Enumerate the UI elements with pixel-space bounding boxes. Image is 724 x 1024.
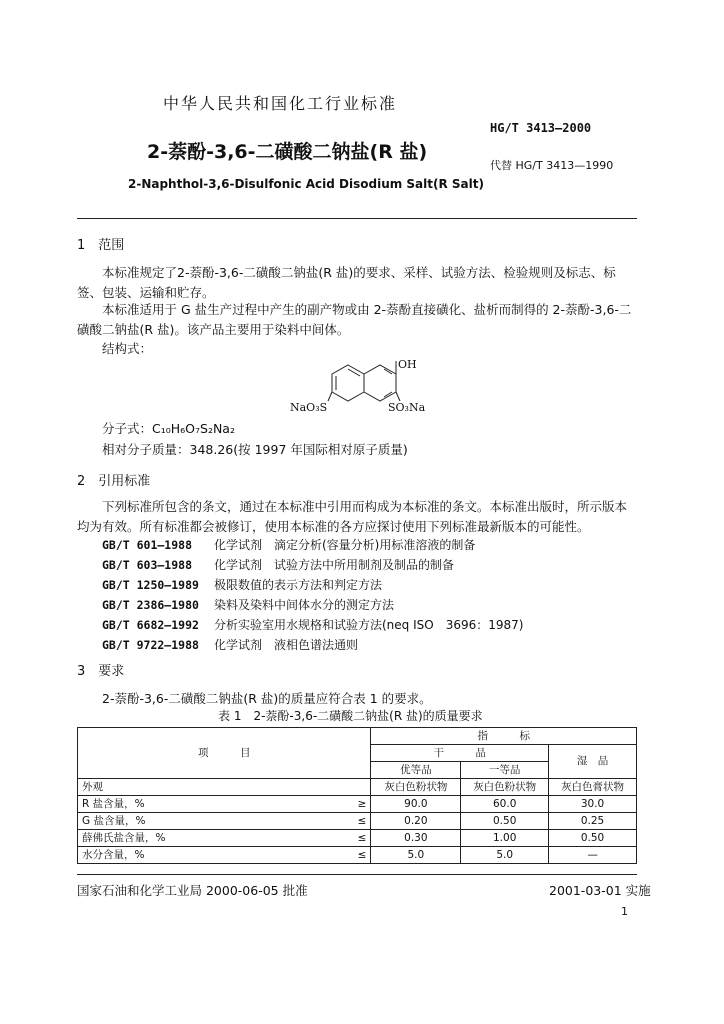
requirements-table — [77, 727, 637, 864]
row-item: R 盐含量，% ≥ — [78, 796, 371, 813]
molecular-formula: 分子式：C₁₀H₆O₇S₂Na₂ — [102, 421, 235, 436]
oh-label: OH — [398, 358, 417, 371]
cell-premium: 灰白色粉状物 — [371, 779, 461, 796]
header-dry: 干 品 — [371, 745, 549, 762]
agency-title: 中华人民共和国化工行业标准 — [163, 94, 398, 113]
document-title-en: 2-Naphthol-3,6-Disulfonic Acid Disodium Salt(R Salt) — [128, 177, 484, 191]
cell-premium: 5.0 — [371, 847, 461, 864]
ref-code: GB/T 6682—1992 — [102, 618, 199, 632]
row-item: 水分含量，% ≤ — [78, 847, 371, 864]
ref-title: 化学试剂 液相色谱法通则 — [214, 638, 359, 652]
ref-standard-row — [102, 616, 523, 633]
header-divider — [77, 218, 637, 219]
molecular-weight: 相对分子质量：348.26(按 1997 年国际相对原子质量) — [102, 442, 408, 457]
cell-premium: 90.0 — [371, 796, 461, 813]
table-caption: 表 1 2-萘酚-3,6-二磺酸二钠盐(R 盐)的质量要求 — [218, 709, 483, 723]
ring-right — [364, 365, 396, 401]
ref-standard-row — [102, 596, 394, 613]
naso3s-label: NaO₃S — [290, 401, 328, 414]
cell-first: 5.0 — [461, 847, 549, 864]
section-3-intro: 2-萘酚-3,6-二磺酸二钠盐(R 盐)的质量应符合表 1 的要求。 — [102, 691, 432, 706]
ref-standard-row — [102, 556, 454, 573]
table-row — [78, 813, 637, 830]
ref-code: GB/T 601—1988 — [102, 538, 193, 552]
replaces-note: 代替 HG/T 3413—1990 — [490, 159, 614, 172]
header-first: 一等品 — [461, 762, 549, 779]
ref-standard-row — [102, 576, 382, 593]
cell-first: 灰白色粉状物 — [461, 779, 549, 796]
structure-label: 结构式： — [102, 341, 153, 356]
header-premium: 优等品 — [371, 762, 461, 779]
ref-code: GB/T 1250—1989 — [102, 578, 199, 592]
approval-note: 国家石油和化学工业局 2000-06-05 批准 — [77, 883, 308, 898]
ring-left — [332, 365, 364, 401]
section-1-para-1: 本标准规定了2-萘酚-3,6-二磺酸二钠盐(R 盐)的要求、采样、试验方法、检验规则及标志、标签、包装、运输和贮存。 — [77, 265, 616, 300]
ref-standard-row — [102, 536, 475, 553]
cell-wet: 灰白色膏状物 — [549, 779, 637, 796]
footer-divider — [77, 874, 637, 875]
cell-wet: 0.25 — [549, 813, 637, 830]
section-1-para-2: 本标准适用于 G 盐生产过程中产生的副产物或由 2-萘酚直接磺化、盐析而制得的 2-萘酚-3,6-二磺酸二钠盐(R 盐)。该产品主要用于染料中间体。 — [77, 302, 632, 337]
ref-standard-row — [102, 636, 358, 653]
ref-title: 极限数值的表示方法和判定方法 — [214, 578, 383, 592]
cell-wet: 30.0 — [549, 796, 637, 813]
table-row — [78, 796, 637, 813]
section-2-intro: 下列标准所包含的条文，通过在本标准中引用而构成为本标准的条文。本标准出版时，所示版本均为有效。所有标准都会被修订，使用本标准的各方应探讨使用下列标准最新版本的可能性。 — [77, 499, 628, 534]
section-3-heading: 3 要求 — [77, 664, 125, 679]
cell-premium: 0.30 — [371, 830, 461, 847]
ref-title: 染料及染料中间体水分的测定方法 — [214, 598, 395, 612]
cell-premium: 0.20 — [371, 813, 461, 830]
standard-number: HG/T 3413—2000 — [490, 121, 592, 135]
table-row — [78, 830, 637, 847]
header-wet: 湿 品 — [549, 745, 637, 779]
page-number: 1 — [621, 905, 628, 918]
ref-code: GB/T 9722—1988 — [102, 638, 199, 652]
cell-first: 60.0 — [461, 796, 549, 813]
cell-wet: — — [549, 847, 637, 864]
structural-formula — [282, 355, 442, 417]
header-index: 指 标 — [371, 728, 637, 745]
row-item: G 盐含量，% ≤ — [78, 813, 371, 830]
row-item: 薛佛氏盐含量，% ≤ — [78, 830, 371, 847]
section-1-heading: 1 范围 — [77, 238, 125, 253]
cell-wet: 0.50 — [549, 830, 637, 847]
ref-title: 化学试剂 滴定分析(容量分析)用标准溶液的制备 — [214, 538, 476, 552]
implementation-date: 2001-03-01 实施 — [549, 883, 651, 898]
cell-first: 0.50 — [461, 813, 549, 830]
cell-first: 1.00 — [461, 830, 549, 847]
ref-code: GB/T 603—1988 — [102, 558, 193, 572]
table-row — [78, 779, 637, 796]
document-title-cn: 2-萘酚-3,6-二磺酸二钠盐(R 盐) — [147, 141, 428, 163]
section-2-heading: 2 引用标准 — [77, 474, 151, 489]
ref-title: 化学试剂 试验方法中所用制剂及制品的制备 — [214, 558, 455, 572]
header-item: 项 目 — [78, 728, 371, 779]
so3na-label: SO₃Na — [388, 401, 426, 414]
ref-title: 分析实验室用水规格和试验方法(neq ISO 3696：1987) — [214, 618, 524, 632]
ref-code: GB/T 2386—1980 — [102, 598, 199, 612]
row-item: 外观 — [78, 779, 371, 796]
table-row — [78, 847, 637, 864]
